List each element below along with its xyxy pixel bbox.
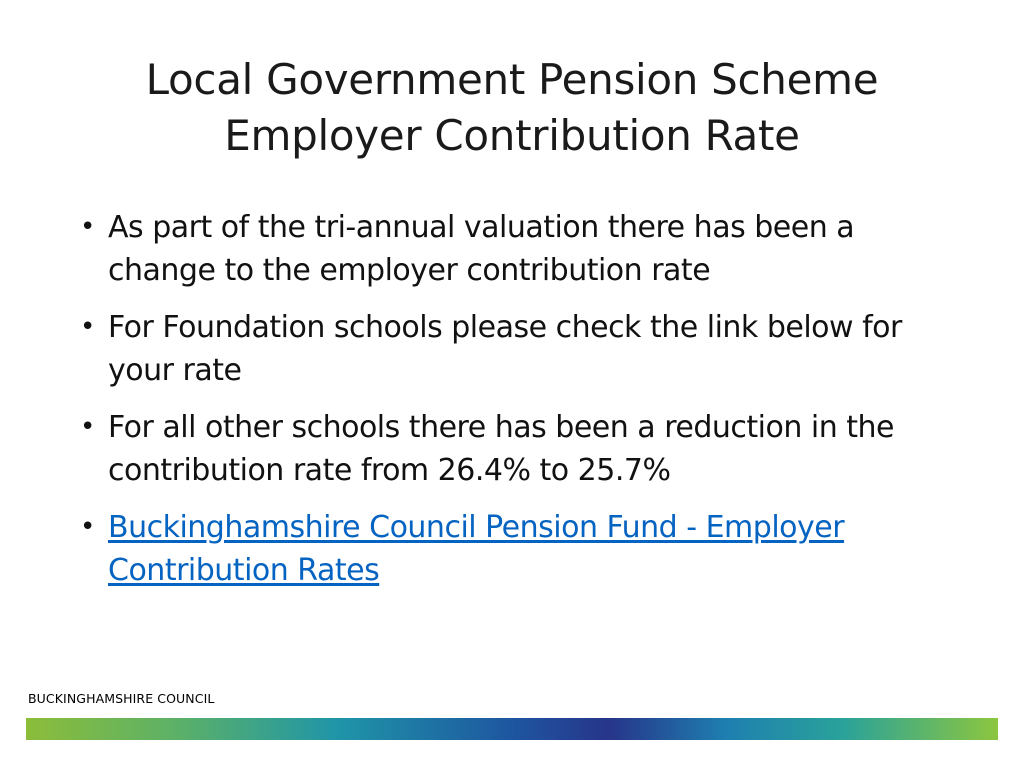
footer-gradient-bar <box>26 718 998 740</box>
slide-title-line-2: Employer Contribution Rate <box>224 111 800 160</box>
bullet-list <box>78 206 958 606</box>
bullet-item-link <box>78 506 958 592</box>
bullet-text-foundation: For Foundation schools please check the link below for your rate <box>108 310 902 388</box>
slide-title-line-1: Local Government Pension Scheme <box>145 55 879 104</box>
bullet-item-other-schools <box>78 406 958 492</box>
bullet-text-valuation: As part of the tri-annual valuation there has been a change to the employer contribution rate <box>108 210 855 288</box>
footer-council-label: BUCKINGHAMSHIRE COUNCIL <box>28 691 215 706</box>
bullet-text-other-schools: For all other schools there has been a reduction in the contribution rate from 26.4% to 25.7% <box>108 410 895 488</box>
employer-contribution-rates-link[interactable]: Buckinghamshire Council Pension Fund - Employer Contribution Rates <box>108 510 845 588</box>
bullet-icon: • <box>80 512 95 542</box>
bullet-item-foundation <box>78 306 958 392</box>
bullet-icon: • <box>80 412 95 442</box>
bullet-icon: • <box>80 312 95 342</box>
bullet-icon: • <box>80 212 95 242</box>
slide-title <box>60 52 964 164</box>
bullet-item-valuation <box>78 206 958 292</box>
